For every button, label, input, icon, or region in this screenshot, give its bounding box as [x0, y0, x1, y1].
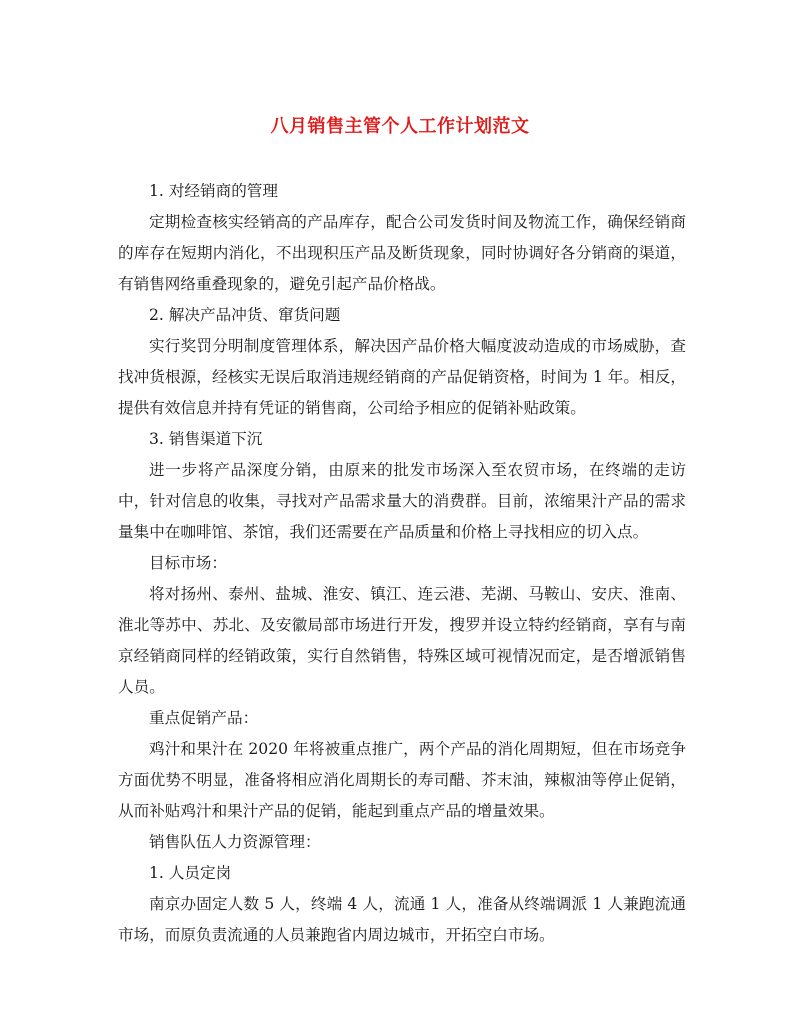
section-heading: 目标市场：: [149, 554, 227, 572]
section-heading: 3. 销售渠道下沉: [149, 430, 263, 448]
document-body: [118, 176, 686, 951]
paragraph: 进一步将产品深度分销，由原来的批发市场深入至农贸市场，在终端的走访中，针对信息的收集，寻找对产品需求量大的消费群。目前，浓缩果汁产品的需求量集中在咖啡馆、茶馆，我们还需要在产品质量和价格上寻找相应的切入点。: [118, 461, 686, 541]
document-title: 八月销售主管个人工作计划范文: [270, 116, 530, 137]
paragraph: 鸡汁和果汁在 2020 年将被重点推广，两个产品的消化周期短，但在市场竞争方面优势不明显，准备将相应消化周期长的寿司醋、芥末油，辣椒油等停止促销，从而补贴鸡汁和果汁产品的促销，能起到重点产品的增量效果。: [118, 740, 686, 820]
section-heading: 销售队伍人力资源管理：: [149, 833, 321, 851]
section-heading: 重点促销产品：: [149, 709, 259, 727]
section-heading: 1. 对经销商的管理: [149, 182, 278, 200]
paragraph: 将对扬州、泰州、盐城、淮安、镇江、连云港、芜湖、马鞍山、安庆、淮南、淮北等苏中、苏北、及安徽局部市场进行开发，搜罗并设立特约经销商，享有与南京经销商同样的经销政策，实行自然销售，特殊区域可视情况而定，是否增派销售人员。: [118, 585, 686, 696]
paragraph: 定期检查核实经销高的产品库存，配合公司发货时间及物流工作，确保经销商的库存在短期内消化，不出现积压产品及断货现象，同时协调好各分销商的渠道，有销售网络重叠现象的，避免引起产品价格战。: [118, 213, 686, 293]
section-heading: 1. 人员定岗: [149, 864, 232, 882]
paragraph: 实行奖罚分明制度管理体系，解决因产品价格大幅度波动造成的市场威胁，查找冲货根源，经核实无误后取消违规经销商的产品促销资格，时间为 1 年。相反，提供有效信息并持有凭证的销售商，公司给予相应的促销补贴政策。: [118, 337, 686, 417]
section-heading: 2. 解决产品冲货、窜货问题: [149, 306, 341, 324]
paragraph: 南京办固定人数 5 人，终端 4 人，流通 1 人，准备从终端调派 1 人兼跑流通市场，而原负责流通的人员兼跑省内周边城市，开拓空白市场。: [118, 895, 686, 944]
